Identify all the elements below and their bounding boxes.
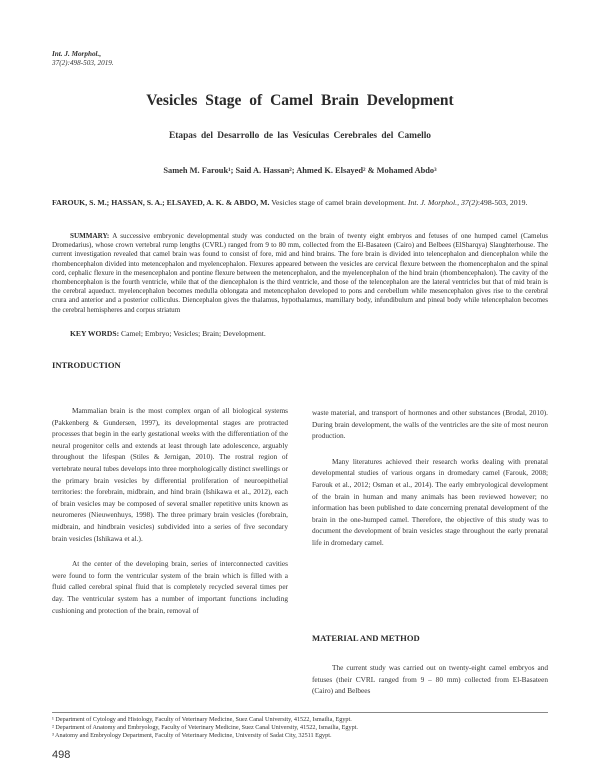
paragraph: Mammalian brain is the most complex organ of all biological systems (Pakkenberg & Gundersen, 1997), its developmental stages are protracted processes that begin in the early gestational weeks with the differentiation of the neural progenitor cells and extends at least through late adolescence, arguably throughout the lifespan (Stiles & Jernigan, 2010). The rostral region of vertebrate neural tubes develops into three morphologically distinct swellings or the primary brain vesicles by differential proliferation of neuroepithelial territories: the forebrain, midbrain, and hind brain (Ishikawa et al., 2012), each of brain vesicles may be composed of several smaller repetitive units known as neuromeres (Nieuwenhuys, 1998). The three primary brain vesicles (forebrain, midbrain, and hindbrain vesicles) subdivided into a series of five secondary brain vesicles (Ishikawa et al.). bbox=[52, 406, 288, 543]
paper-subtitle: Etapas del Desarrollo de las Vesículas Cerebrales del Camello bbox=[169, 131, 431, 141]
citation-block bbox=[52, 197, 548, 208]
paper-title: Vesicles Stage of Camel Brain Development bbox=[146, 92, 454, 109]
footnote: ¹ Department of Cytology and Histology, Faculty of Veterinary Medicine, Suez Canal University, 41522, Ismailia, Egypt. bbox=[52, 716, 352, 723]
paragraph: Many literatures achieved their research works dealing with prenatal developmental studies of various organs in dromedary camel (Farouk, 2008; Farouk et al., 2012; Osman et al., 2014). The early embryological development of the brain in human and many animals has been reviewed however; no information has been published to date concerning prenatal development of the brain in the one-humped camel. Therefore, the objective of this study was to document the development of brain vesicles stage throughout the early prenatal life in dromedary camel. bbox=[312, 456, 548, 547]
abstract bbox=[52, 232, 548, 315]
journal-header bbox=[52, 50, 114, 68]
paragraph: At the center of the developing brain, series of interconnected cavities were found to form the ventricular system of the brain which is filled with a fluid called cerebral spinal fluid that is completely recycled several times per day. The ventricular system has a number of important functions including cushioning and protection of the brain, removal of bbox=[52, 559, 288, 615]
left-column bbox=[52, 405, 288, 630]
right-column-bottom bbox=[312, 662, 548, 711]
citation-text: Vesicles stage of camel brain development. bbox=[269, 198, 408, 207]
citation-authors: FAROUK, S. M.; HASSAN, S. A.; ELSAYED, A. K. & ABDO, M. bbox=[52, 198, 270, 207]
section-heading-introduction: INTRODUCTION bbox=[52, 360, 121, 370]
summary-label: SUMMARY: bbox=[70, 232, 110, 240]
footnotes bbox=[52, 716, 548, 741]
summary-text: A successive embryonic developmental study was conducted on the brain of twenty eight embryos and fetuses of one humped camel (Camelus Dromedarius), whose crown vertebral rump lengths (CVRL) ranged from 9 to 80 mm, collected from the El-Basateen (Cairo) and Belbees (ElSharqya) Slaughterhouse. The current investigation revealed that camel brain was found to consist of fore, mid and hind brains. The fore brain is divided into telencephalon and diencephalon while the rhombencephalon divided into metencephalon and myelencephalon. Flexures appeared between the vesicles are cervical flexure between the rhomencephalon and the spinal cord, cephalic flexure in the mesencephalon and pontine flexure between the metencephalon, and the myelencephalon of the hind brain (rhombencephalon). The cavity of the rhombencephalon is the fourth ventricle, while that of the diencephalon is the third ventricle, and those of the telencephalon are the lateral ventricles but that of mid brain is the cerebral aqueduct. myelencephalon becomes medulla oblongata and metencephalon developed to pons and cerebellum while mesencephalon gives rise to the cerebral crura and anterior and a posterior colliculus. Diencephalon gives the thalamus, hypothalamus, mamillary body, infundibulum and pineal body while telencephalon becomes the cerebral hemispheres and corpus striatum bbox=[52, 232, 548, 314]
citation-journal: Int. J. Morphol., 37(2) bbox=[407, 198, 478, 207]
paragraph: waste material, and transport of hormones and other substances (Brodal, 2010). During brain development, the walls of the ventricles are the site of most neuron production. bbox=[312, 408, 548, 441]
author-list: Sameh M. Farouk¹; Said A. Hassan²; Ahmed K. Elsayed² & Mohamed Abdo³ bbox=[163, 166, 437, 175]
journal-citation: 37(2):498-503, 2019. bbox=[52, 59, 114, 67]
citation-pages: :498-503, 2019. bbox=[477, 198, 528, 207]
paragraph: The current study was carried out on twenty-eight camel embryos and fetuses (their CVRL ranged from 9 – 80 mm) collected from El-Basateen (Cairo) and Belbees bbox=[312, 663, 548, 696]
section-heading-material: MATERIAL AND METHOD bbox=[312, 633, 420, 643]
journal-name: Int. J. Morphol., bbox=[52, 50, 102, 58]
right-column-top bbox=[312, 407, 548, 563]
footnote: ² Department of Anatomy and Embryology, Faculty of Veterinary Medicine, Suez Canal University, 41522, Ismailia, Egypt. bbox=[52, 724, 358, 732]
page-number: 498 bbox=[52, 749, 71, 761]
footnote-divider bbox=[52, 712, 548, 713]
footnote: ³ Anatomy and Embryology Department, Faculty of Veterinary Medicine, University of Sadat City, 32511 Egypt. bbox=[52, 732, 332, 740]
keywords-label: KEY WORDS: bbox=[70, 329, 120, 338]
keywords-text: Camel; Embryo; Vesicles; Brain; Development. bbox=[119, 329, 266, 338]
keywords bbox=[70, 329, 266, 338]
